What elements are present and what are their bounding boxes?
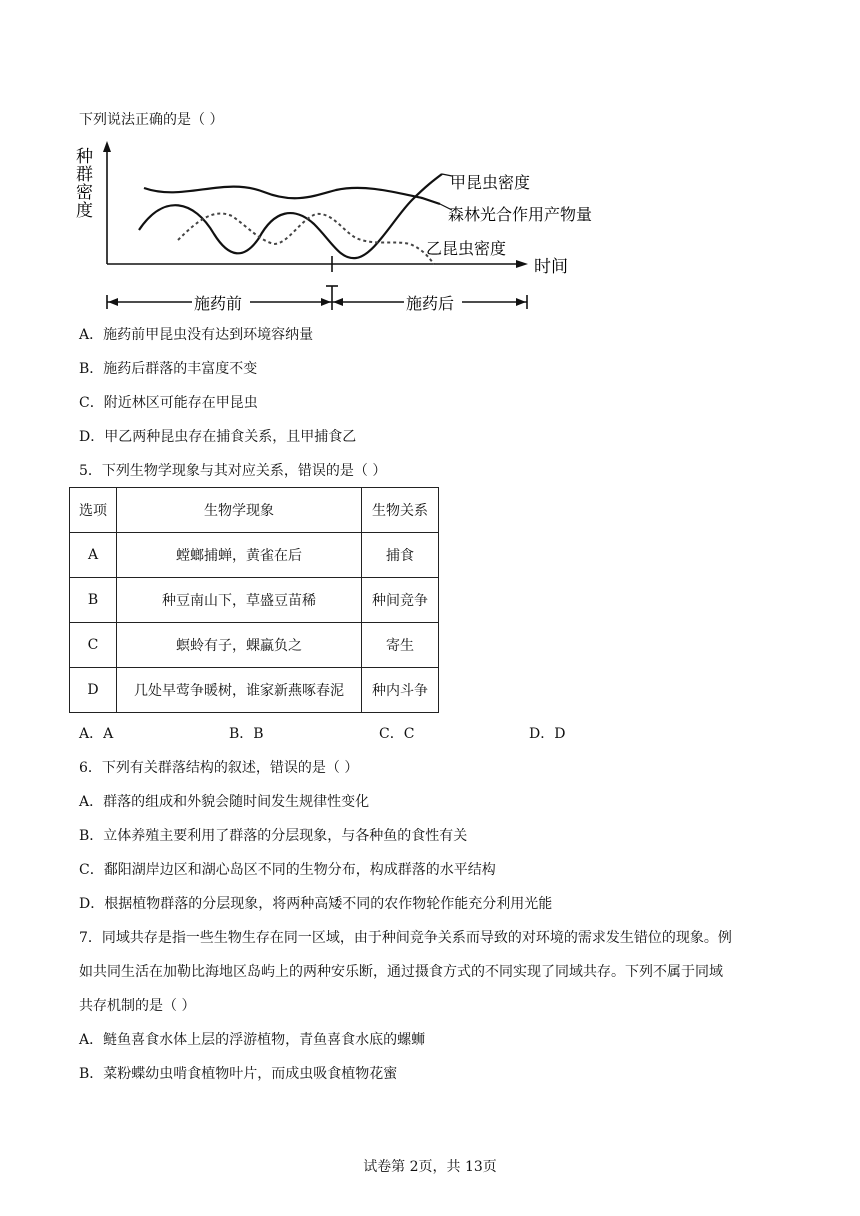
q7-option-a: A．鲢鱼喜食水体上层的浮游植物，青鱼喜食水底的螺蛳 (79, 1032, 426, 1048)
table-cell: 种间竞争 (362, 578, 439, 623)
q7-stem-line-1: 7．同域共存是指一些生物生存在同一区域，由于种间竞争关系而导致的对环境的需求发生错位的现象。例 (79, 930, 732, 946)
table-header-row (70, 488, 439, 533)
q4-option-c: C．附近林区可能存在甲昆虫 (79, 395, 258, 411)
series-label-a: 甲昆虫密度 (450, 173, 531, 192)
q5-answer-c: C．C (379, 726, 415, 742)
table-cell: 螳螂捕蝉，黄雀在后 (117, 533, 362, 578)
table-cell: 种内斗争 (362, 668, 439, 713)
table-cell: 螟蛉有子，蜾蠃负之 (117, 623, 362, 668)
table-cell: 寄生 (362, 623, 439, 668)
q6-option-a: A．群落的组成和外貌会随时间发生规律性变化 (79, 794, 370, 810)
table-cell: D (70, 668, 117, 713)
table-cell: B (70, 578, 117, 623)
q6-option-d: D．根据植物群落的分层现象，将两种高矮不同的农作物轮作能充分利用光能 (79, 896, 553, 912)
q7-stem-line-2: 如共同生活在加勒比海地区岛屿上的两种安乐断，通过摄食方式的不同实现了同域共存。下列不属于同域 (79, 964, 723, 980)
table-row (70, 623, 439, 668)
q5-answer-a: A．A (79, 726, 114, 742)
q6-option-b: B．立体养殖主要利用了群落的分层现象，与各种鱼的食性有关 (79, 828, 468, 844)
q6-option-c: C．鄱阳湖岸边区和湖心岛区不同的生物分布，构成群落的水平结构 (79, 862, 496, 878)
table-row (70, 578, 439, 623)
series-label-b: 乙昆虫密度 (426, 239, 507, 258)
phase-after: 施药后 (406, 294, 455, 313)
y-label-2: 群 (76, 165, 93, 185)
table-header: 生物关系 (362, 488, 439, 533)
q5-stem: 5．下列生物学现象与其对应关系，错误的是（ ） (79, 463, 387, 479)
y-label-3: 密 (76, 183, 93, 203)
page-footer: 试卷第 2页，共 13页 (363, 1159, 497, 1175)
table-row (70, 533, 439, 578)
y-label-1: 种 (76, 147, 93, 167)
table-cell: 种豆南山下，草盛豆苗稀 (117, 578, 362, 623)
q4-option-a: A．施药前甲昆虫没有达到环境容纳量 (79, 327, 314, 343)
population-density-figure (74, 138, 614, 318)
y-label-4: 度 (76, 201, 93, 221)
q5-answer-d: D．D (529, 726, 566, 742)
q6-stem: 6．下列有关群落结构的叙述，错误的是（ ） (79, 760, 359, 776)
phase-before: 施药前 (194, 294, 243, 313)
q4-option-b: B．施药后群落的丰富度不变 (79, 361, 258, 377)
table-header: 选项 (70, 488, 117, 533)
q5-table (69, 487, 439, 713)
q7-stem-line-3: 共存机制的是（ ） (79, 998, 196, 1014)
q4-option-d: D．甲乙两种昆虫存在捕食关系，且甲捕食乙 (79, 429, 357, 445)
table-cell: A (70, 533, 117, 578)
table-cell: 捕食 (362, 533, 439, 578)
q7-option-b: B．菜粉蝶幼虫啃食植物叶片，而成虫吸食植物花蜜 (79, 1066, 398, 1082)
q5-answer-b: B．B (229, 726, 264, 742)
x-label: 时间 (534, 257, 568, 277)
series-label-forest: 森林光合作用产物量 (448, 205, 593, 224)
table-cell: 几处早莺争暖树，谁家新燕啄春泥 (117, 668, 362, 713)
table-cell: C (70, 623, 117, 668)
table-row (70, 668, 439, 713)
q4-stem: 下列说法正确的是（ ） (79, 112, 224, 128)
table-header: 生物学现象 (117, 488, 362, 533)
